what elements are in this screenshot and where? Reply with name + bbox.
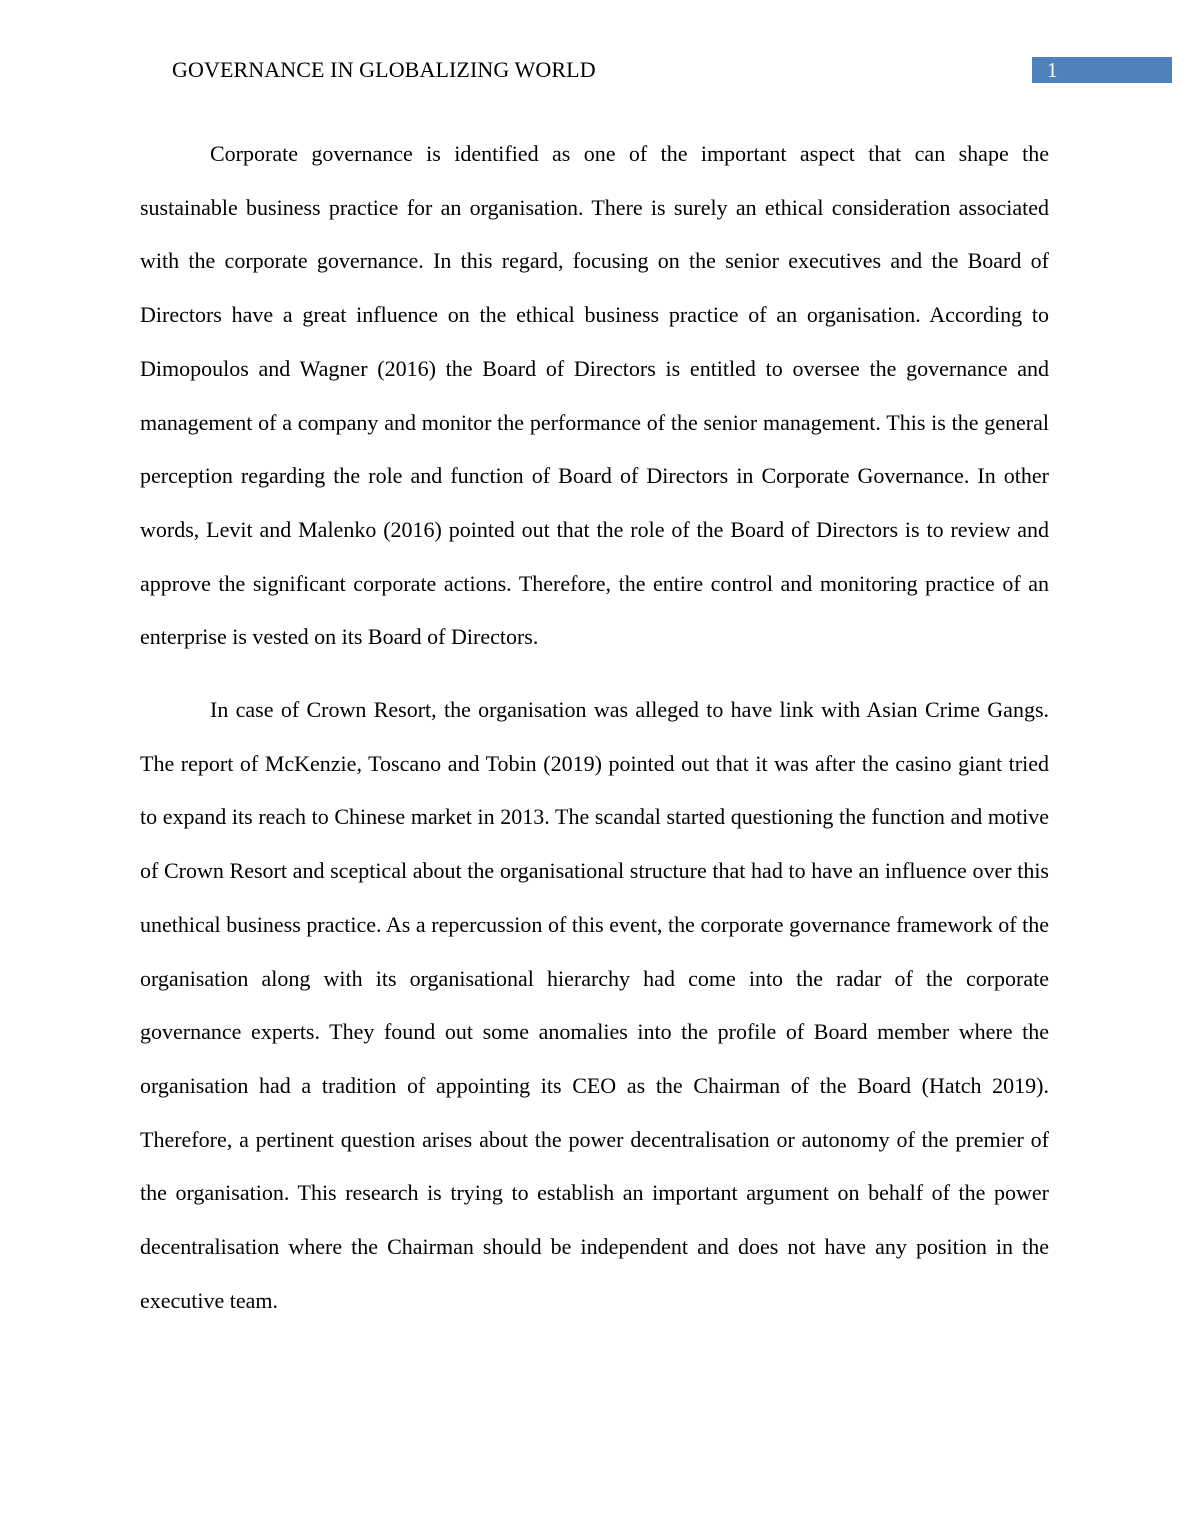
running-head: GOVERNANCE IN GLOBALIZING WORLD (172, 57, 596, 82)
page-number-box (1032, 57, 1172, 83)
page-number: 1 (1047, 58, 1058, 82)
paragraph-1: Corporate governance is identified as one of the important aspect that can shape the sustainable business practice for an organisation. There is surely an ethical consideration associated with the corporate governance. In this regard, focusing on the senior executives and the Board of Directors have a great influence on the ethical business practice of an organisation. According to Dimopoulos and Wagner (2016) the Board of Directors is entitled to oversee the governance and management of a company and monitor the performance of the senior management. This is the general perception regarding the role and function of Board of Directors in Corporate Governance. In other words, Levit and Malenko (2016) pointed out that the role of the Board of Directors is to review and approve the significant corporate actions. Therefore, the entire control and monitoring practice of an enterprise is vested on its Board of Directors. (140, 141, 1049, 650)
paragraph-2: In case of Crown Resort, the organisation was alleged to have link with Asian Crime Gangs. The report of McKenzie, Toscano and Tobin (2019) pointed out that it was after the casino giant tried to expand its reach to Chinese market in 2013. The scandal started questioning the function and motive of Crown Resort and sceptical about the organisational structure that had to have an influence over this unethical business practice. As a repercussion of this event, the corporate governance framework of the organisation along with its organisational hierarchy had come into the radar of the corporate governance experts. They found out some anomalies into the profile of Board member where the organisation had a tradition of appointing its CEO as the Chairman of the Board (Hatch 2019). Therefore, a pertinent question arises about the power decentralisation or autonomy of the premier of the organisation. This research is trying to establish an important argument on behalf of the power decentralisation where the Chairman should be independent and does not have any position in the executive team. (140, 697, 1049, 1313)
document-body (140, 127, 1049, 1327)
